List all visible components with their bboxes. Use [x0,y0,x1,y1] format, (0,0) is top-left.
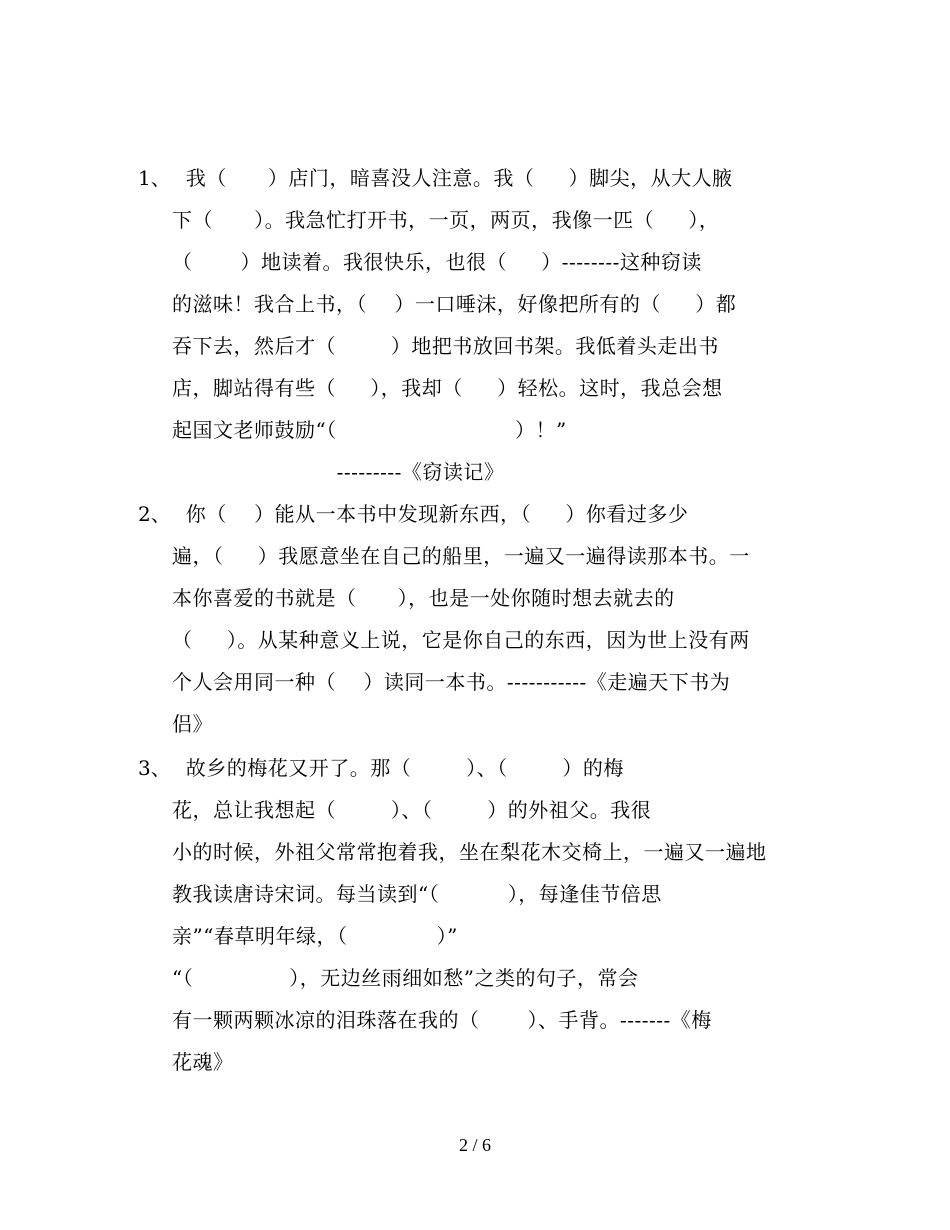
text-line: 亲”“春草明年绿，（ ）” [172,924,458,948]
text-line: （ ）。从某种意义上说，它是你自己的东西，因为世上没有两 [172,628,750,652]
text-line: 有一颗两颗冰凉的泪珠落在我的（ ）、手背。-------《梅 [172,1008,712,1032]
text-line: 小的时候，外祖父常常抱着我，坐在梨花木交椅上，一遍又一遍地 [172,840,767,864]
text-line: “（ ），无边丝雨细如愁”之类的句子，常会 [172,966,639,990]
text-line: 我（ ）店门，暗喜没人注意。我（ ）脚尖，从大人腋 [172,166,733,190]
text-line: 的滋味！我合上书，（ ）一口唾沫，好像把所有的（ ）都 [172,292,737,316]
text-line: 你（ ）能从一本书中发现新东西，（ ）你看过多少 [172,502,689,526]
page-number: 2 / 6 [458,1135,491,1155]
text-line: 下（ ）。我急忙打开书，一页，两页，我像一匹（ ）， [172,208,720,232]
text-line: 店，脚站得有些（ ），我却（ ）轻松。这时，我总会想 [172,376,723,400]
source-attribution: ---------《窃读记》 [172,460,505,484]
text-line: 起国文老师鼓励“（ ）！” [172,418,567,442]
text-line: （ ）地读着。我很快乐，也很（ ）--------这种窃读 [172,250,702,274]
text-line: 花，总让我想起（ ）、（ ）的外祖父。我很 [172,798,652,822]
text-line: 花魂》 [172,1050,234,1074]
item-number: 2、 [138,502,171,526]
text-line: 教我读唐诗宋词。每当读到“（ ），每逢佳节倍思 [172,882,662,906]
text-line: 吞下去，然后才（ ）地把书放回书架。我低着头走出书 [172,334,719,358]
item-number: 3、 [138,756,171,780]
text-line: 侣》 [172,712,213,736]
item-number: 1、 [138,166,171,190]
text-line: 本你喜爱的书就是（ ），也是一处你随时想去就去的 [172,586,675,610]
text-line: 故乡的梅花又开了。那（ ）、（ ）的梅 [172,756,624,780]
text-line: 个人会用同一种（ ）读同一本书。-----------《走遍天下书为 [172,670,731,694]
text-line: 遍，（ ）我愿意坐在自己的船里，一遍又一遍得读那本书。一 [172,544,750,568]
